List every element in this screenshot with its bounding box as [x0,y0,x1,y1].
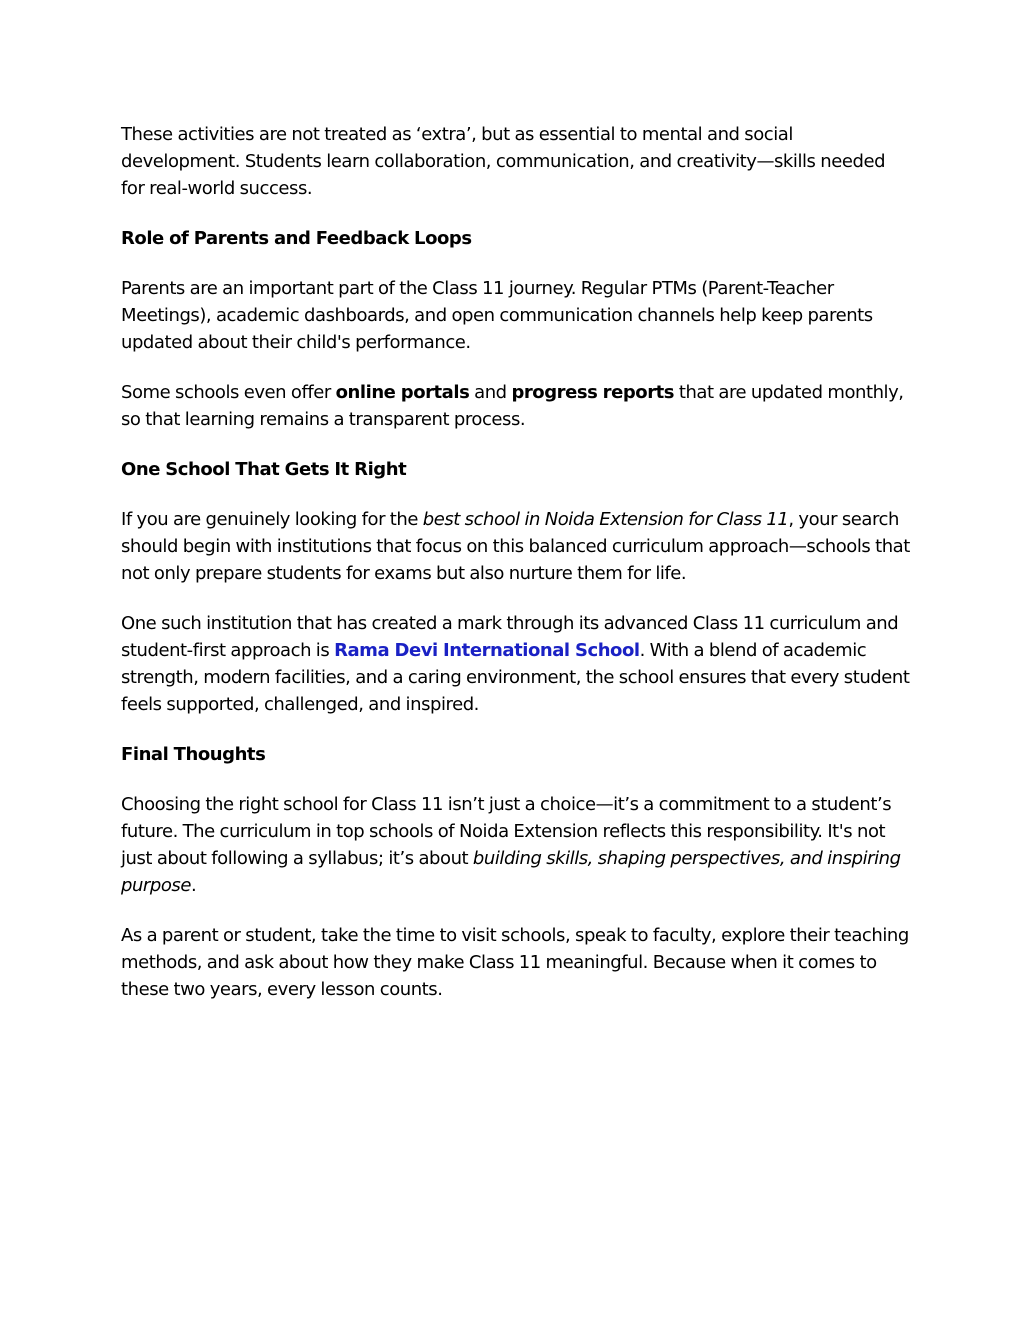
final-paragraph-2: As a parent or student, take the time to visit schools, speak to faculty, explore their teaching methods, and ask about how they make Class 11 meaningful. Because when it comes to these two years, every lesson counts. [121,925,909,1000]
parents-p2-text-after: that are updated monthly, so that learning remains a transparent process. [121,382,904,430]
school-paragraph-1 [121,506,911,587]
intro-text: These activities are not treated as ‘extra’, but as essential to mental and social development. Students learn collaboration, communication, and creativity—skills needed for real-world success. [121,124,886,199]
parents-p2-text-mid: and [469,382,512,403]
final-heading: Final Thoughts [121,744,266,765]
parents-heading: Role of Parents and Feedback Loops [121,228,472,249]
school-p2-text-before: One such institution that has created a mark through its advanced Class 11 curriculum and student-first approach is [121,613,899,661]
school-heading: One School That Gets It Right [121,459,407,480]
building-skills-italic: building skills, shaping perspectives, and inspiring purpose [121,848,901,896]
rama-devi-school-link[interactable]: Rama Devi International School [334,640,640,661]
parents-p2-text-before: Some schools even offer [121,382,336,403]
document-page [121,121,911,1026]
school-paragraph-2 [121,610,911,718]
final-p1-text-after: . [190,875,197,896]
school-p2-text-after: . With a blend of academic strength, modern facilities, and a caring environment, the school ensures that every student feels supported, challenged, and inspired. [121,640,910,715]
final-paragraph-1 [121,791,911,899]
final-p1-text-before: Choosing the right school for Class 11 isn’t just a choice—it’s a commitment to a student’s future. The curriculum in top schools of Noida Extension reflects this responsibility. It's not just about following a syllabus; it’s about [121,794,892,869]
parents-paragraph-1: Parents are an important part of the Class 11 journey. Regular PTMs (Parent-Teacher Meetings), academic dashboards, and open communication channels help keep parents updated about their child's performance. [121,278,873,353]
parents-paragraph-2 [121,379,911,433]
online-portals-bold: online portals [335,382,470,403]
progress-reports-bold: progress reports [511,382,675,403]
intro-paragraph [121,121,911,202]
school-p1-text-before: If you are genuinely looking for the [121,509,423,530]
school-p1-text-after: , your search should begin with institutions that focus on this balanced curriculum approach—schools that not only prepare students for exams but also nurture them for life. [121,509,910,584]
best-school-italic: best school in Noida Extension for Class 11 [422,509,789,530]
